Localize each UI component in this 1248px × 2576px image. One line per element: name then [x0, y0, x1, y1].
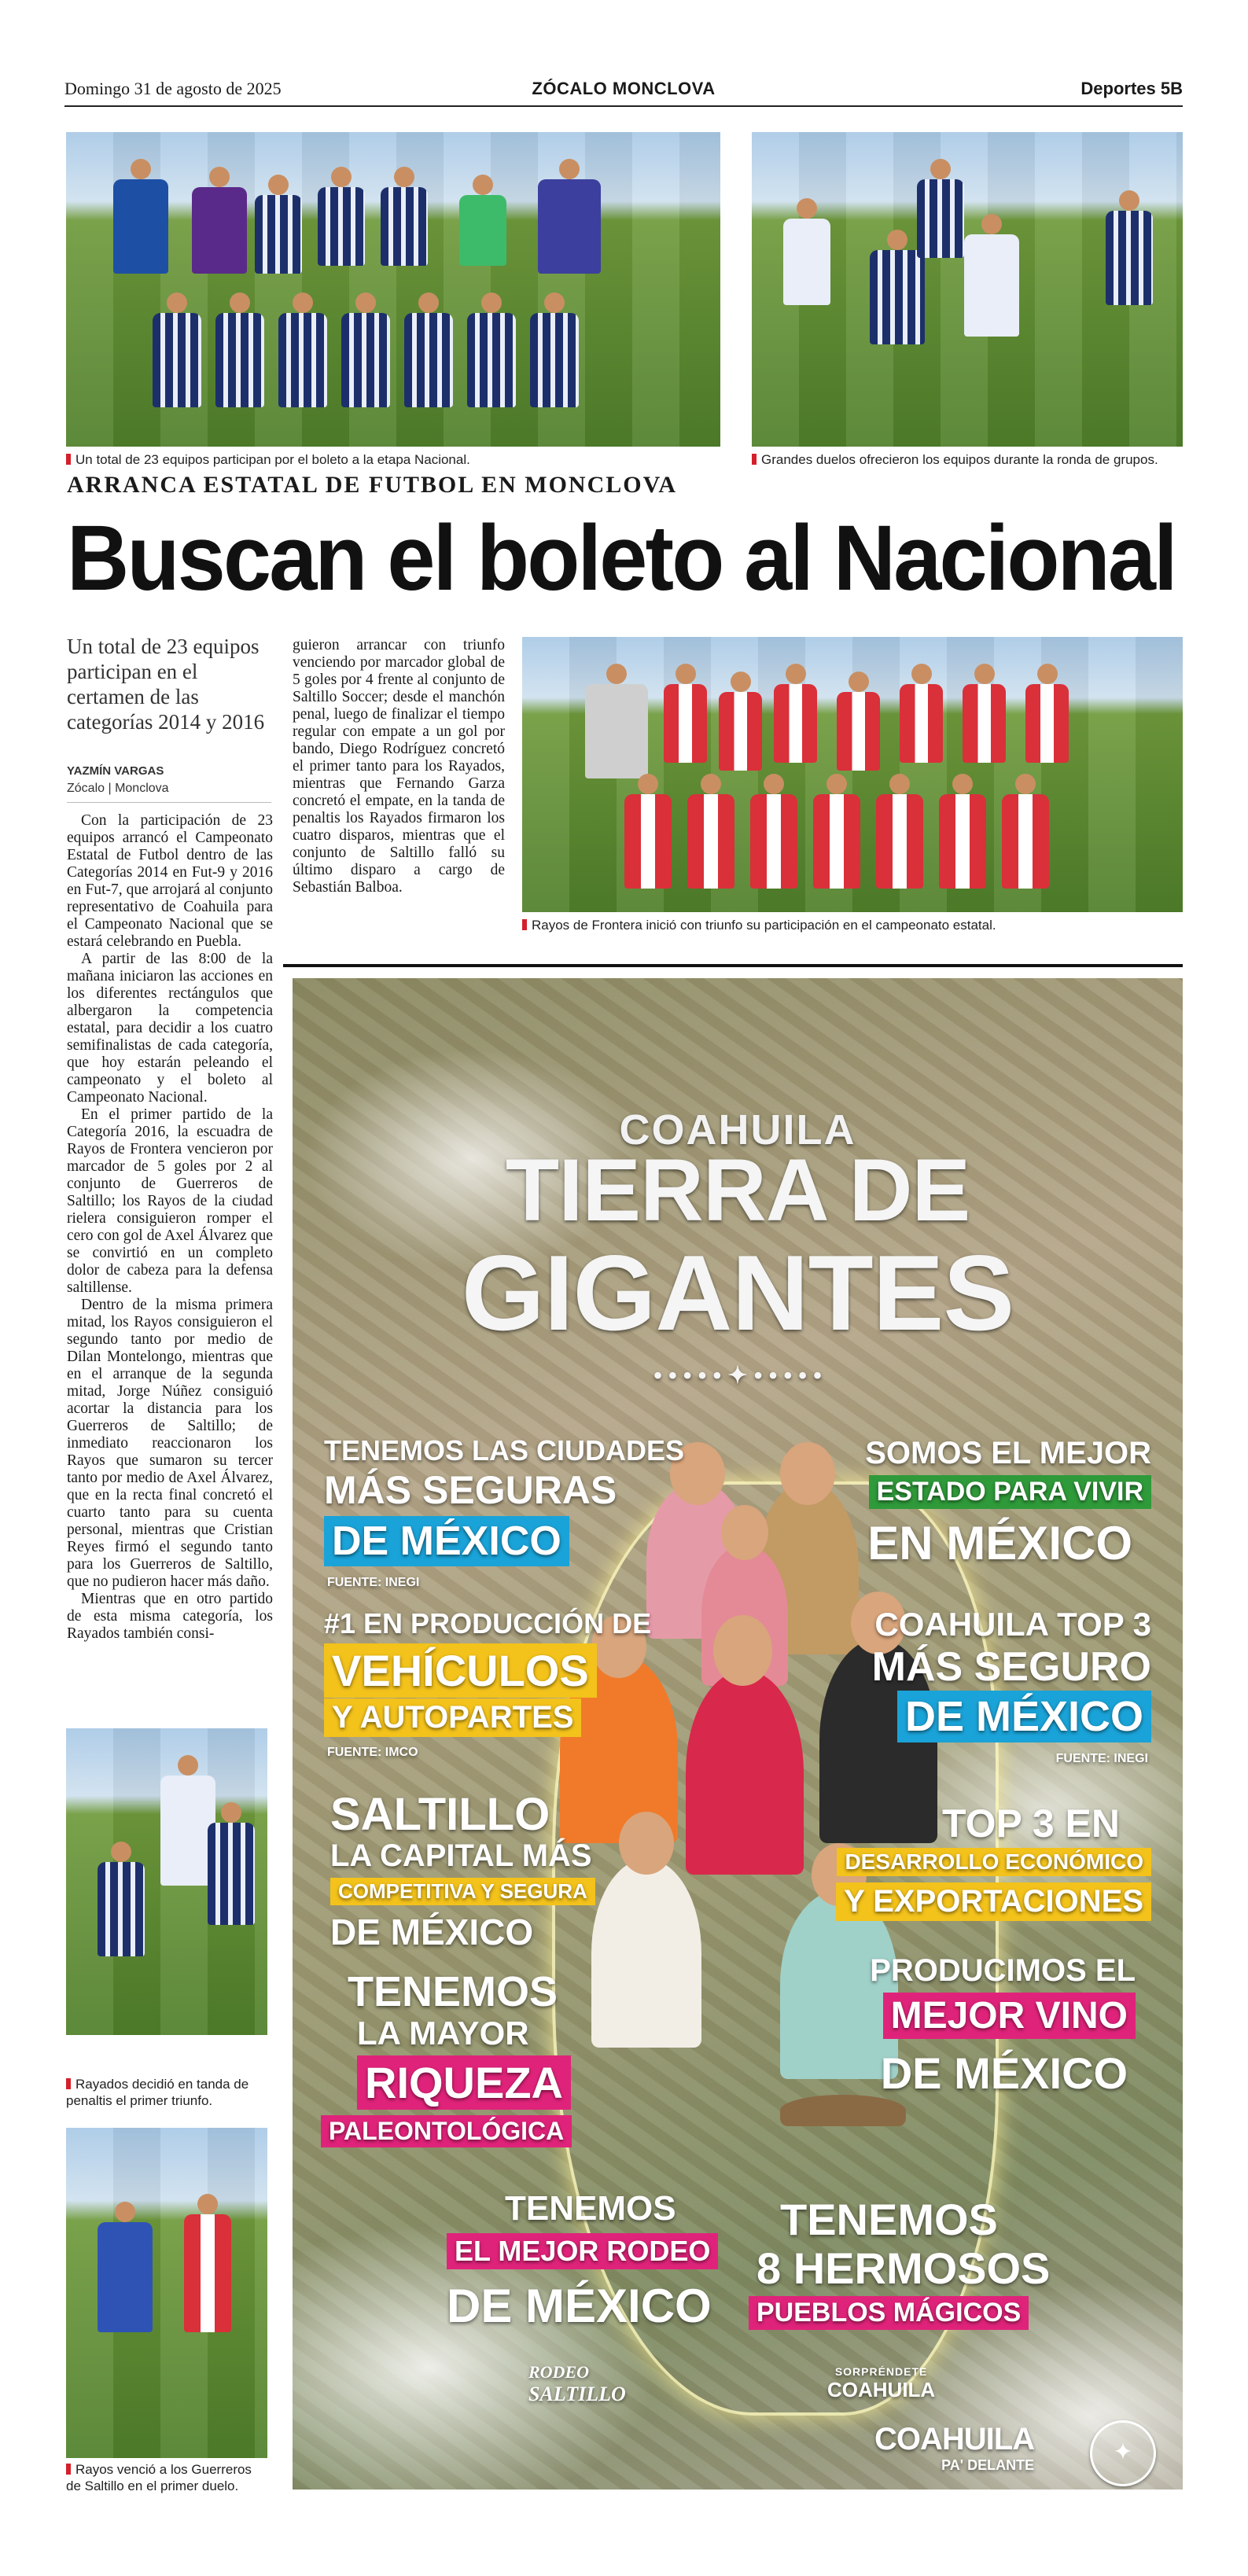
ad-claim-3-l1: #1 EN PRODUCCIÓN DE: [324, 1607, 652, 1639]
logo-gobierno-coahuila: [874, 2422, 1034, 2474]
author-name: YAZMÍN VARGAS: [67, 764, 164, 778]
ad-divider: [283, 964, 1183, 967]
ad-claim-8-l3: DE MÉXICO: [880, 2048, 1128, 2098]
ad-state: COAHUILA: [619, 1106, 856, 1154]
article-headline: Buscan el boleto al Nacional: [67, 506, 1176, 610]
author-outlet: Zócalo | Monclova: [67, 782, 169, 795]
ad-claim-7-l2: LA MAYOR: [357, 2015, 529, 2052]
ad-claim-1-l2: MÁS SEGURAS: [324, 1468, 617, 1512]
page-header: [64, 75, 1183, 107]
ad-claim-9-l1: TENEMOS: [505, 2189, 676, 2228]
ad-claim-3-l3: Y AUTOPARTES: [324, 1698, 581, 1737]
ad-claim-10-l2: 8 HERMOSOS: [757, 2243, 1051, 2293]
ad-claim-7-l1: TENEMOS: [348, 1968, 558, 2015]
advertisement-coahuila: [293, 978, 1183, 2490]
article-paragraph: Con la participación de 23 equipos arrancó el Campeonato Estatal de Futbol dentro de las Categorías 2014 en Fut-9 y 2016 en Fut-7, que arrojará al conjunto representativo de Coahuila para el Campeonato Nacional que se estará celebrando en Puebla.: [67, 812, 273, 950]
ad-claim-2-l1: SOMOS EL MEJOR: [865, 1436, 1151, 1470]
caption-side-2: Rayos venció a los Guerreros de Saltillo en el primer duelo.: [66, 2461, 267, 2494]
ad-claim-4-l2: MÁS SEGURO: [871, 1644, 1151, 1690]
ad-title-1: TIERRA DE: [505, 1141, 970, 1239]
photo-team-rayos: [522, 637, 1183, 912]
ad-claim-4-source: FUENTE: INEGI: [1055, 1752, 1148, 1765]
ad-claim-8-l2: MEJOR VINO: [883, 1993, 1136, 2039]
article-paragraph: Dentro de la misma primera mitad, los Rayos consiguieron el segundo tanto por medio de Dilan Montelongo, mientras que en el arranque de la segunda mitad, Jorge Núñez consiguió acortar la distancia para los Guerreros de Saltillo; de inmediato reaccionaron los Rayos que sumaron su tercer tanto por medio de Axel Álvarez, que en la recta final concretó el cuarto tanto para su cuenta personal, mientras que Cristian Reyes firmó el segundo tanto para los Guerreros de Saltillo, que no pudieron hacer más daño.: [67, 1297, 273, 1590]
article-paragraph: guieron arrancar con triunfo venciendo por marcador global de 5 goles por 4 frente al conjunto de Saltillo Soccer; desde el manchón penal, luego de finalizar el tiempo regular con empate a un gol por bando, Diego Rodríguez concretó el primer tanto para los Rayados, mientras que Fernando Garza concretó el empate, en la tanda de penaltis los Rayados firmaron los cuatro disparos, mientras que el conjunto de Saltillo falló su último disparo a cargo de Sebastián Balboa.: [293, 637, 505, 896]
logo-sorprendete-line2: COAHUILA: [827, 2378, 936, 2401]
ad-claim-10-l1: TENEMOS: [780, 2195, 998, 2244]
article-kicker: ARRANCA ESTATAL DE FUTBOL EN MONCLOVA: [67, 472, 678, 498]
photo-penalties: [66, 1728, 267, 2035]
ad-claim-8-l1: PRODUCIMOS EL: [870, 1953, 1136, 1988]
article-column-1: [67, 812, 273, 1643]
caption-mid: Rayos de Frontera inició con triunfo su participación en el campeonato estatal.: [522, 917, 1183, 933]
ad-claim-6-l3: Y EXPORTACIONES: [836, 1882, 1151, 1921]
ad-claim-9-l2: EL MEJOR RODEO: [447, 2233, 718, 2269]
ad-claim-1-source: FUENTE: INEGI: [327, 1576, 420, 1589]
article-paragraph: En el primer partido de la Categoría 2016, la escuadra de Rayos de Frontera vencieron por marcador de 5 goles por 2 al conjunto de Guerreros de Saltillo; los Rayos de la ciudad rielera consiguieron romper el cero con gol de Axel Álvarez que se convirtió en un completo dolor de cabeza para la defensa saltillense.: [67, 1106, 273, 1296]
ad-claim-5-l2: LA CAPITAL MÁS: [330, 1838, 592, 1873]
ad-claim-4-l1: COAHUILA TOP 3: [874, 1606, 1151, 1643]
ad-claim-3-source: FUENTE: IMCO: [327, 1746, 418, 1759]
ad-divider-ornament: • • • • • ✦ • • • • •: [653, 1363, 822, 1389]
ad-claim-5-l4: DE MÉXICO: [330, 1912, 534, 1952]
ad-claim-7-l3: RIQUEZA: [357, 2055, 571, 2110]
ad-title-2: GIGANTES: [461, 1233, 1014, 1352]
caption-top-left: Un total de 23 equipos participan por el boleto a la etapa Nacional.: [66, 451, 720, 468]
page-date: Domingo 31 de agosto de 2025: [64, 79, 282, 98]
ad-claim-2-l2: ESTADO PARA VIVIR: [869, 1475, 1151, 1509]
photo-rayos-guerreros: [66, 2128, 267, 2458]
ad-claim-5-l1: SALTILLO: [330, 1789, 550, 1840]
article-paragraph: A partir de las 8:00 de la mañana iniciaron las acciones en los diferentes rectángulos que albergaron la competencia estatal, para decidir a los cuatro semifinalistas de cada categoría, que hoy estarán peleando el campeonato y el boleto al Campeonato Nacional.: [67, 951, 273, 1106]
ad-claim-1-l1: TENEMOS LAS CIUDADES: [324, 1434, 685, 1466]
photo-team-rayados: [66, 132, 720, 447]
ad-claim-6-l2: DESARROLLO ECONÓMICO: [837, 1848, 1151, 1876]
ad-claim-1-l3: DE MÉXICO: [324, 1516, 569, 1566]
ad-claim-10-l3: PUEBLOS MÁGICOS: [749, 2296, 1029, 2330]
section-page: Deportes 5B: [1080, 79, 1183, 98]
ad-claim-5-l3: COMPETITIVA Y SEGURA: [330, 1878, 595, 1905]
logo-sorprendete-line1: SORPRÉNDETE: [834, 2365, 928, 2378]
article-byline: [67, 763, 271, 803]
logo-rodeo-line2: SALTILLO: [528, 2383, 626, 2405]
caption-top-right: Grandes duelos ofrecieron los equipos durante la ronda de grupos.: [752, 451, 1183, 468]
ad-claim-2-l3: EN MÉXICO: [867, 1517, 1132, 1570]
ad-claim-9-l3: DE MÉXICO: [447, 2280, 712, 2332]
logo-rodeo-line1: RODEO: [528, 2362, 590, 2382]
logo-sorprendete-coahuila: [827, 2365, 935, 2402]
ad-claim-7-l4: PALEONTOLÓGICA: [321, 2115, 572, 2147]
ad-claim-6-l1: TOP 3 EN: [941, 1801, 1120, 1846]
ad-claim-3-l2: VEHÍCULOS: [324, 1643, 597, 1698]
article-paragraph: Mientras que en otro partido de esta misma categoría, los Rayados también consi-: [67, 1591, 273, 1642]
article-column-2: [293, 637, 505, 896]
photo-match-action: [752, 132, 1183, 447]
publication-name: ZÓCALO MONCLOVA: [532, 79, 716, 98]
logo-gob-line1: COAHUILA: [874, 2422, 1035, 2456]
ad-claim-4-l3: DE MÉXICO: [897, 1691, 1151, 1742]
logo-rodeo-saltillo: [528, 2362, 626, 2406]
article-deck: Un total de 23 equipos participan en el certamen de las categorías 2014 y 2016: [67, 635, 265, 734]
caption-side-1: Rayados decidió en tanda de penaltis el primer triunfo.: [66, 2076, 267, 2109]
logo-gob-line2: PA' DELANTE: [941, 2457, 1035, 2473]
state-seal-icon: ✦: [1090, 2420, 1156, 2486]
